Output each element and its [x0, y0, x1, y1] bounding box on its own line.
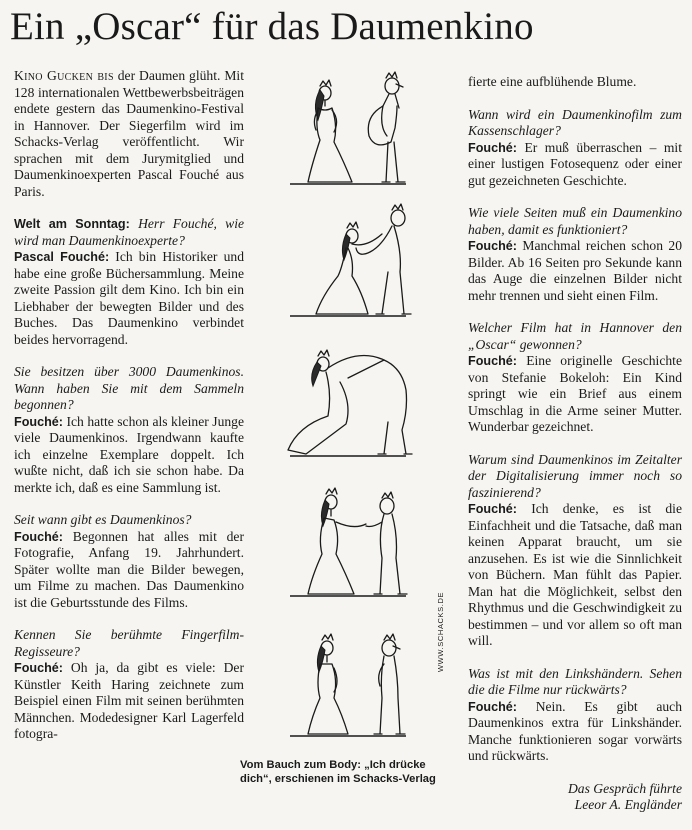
qa-block [14, 627, 244, 743]
intro-paragraph [14, 68, 244, 200]
answerer-label: Fouché: [14, 661, 63, 675]
answer: Eine originelle Geschichte von Stefanie Bokeloh: Ein Kind springt wie ein Brief aus einem Umschlag in die Arme seiner Mutter. Wunderbar gezeichnet. [468, 353, 682, 434]
answerer-label: Fouché: [468, 502, 517, 516]
question: Wie viele Seiten muß ein Daumenkino haben, damit es funktioniert? [468, 205, 682, 237]
answer: Ich denke, es ist die Einfachheit und die Tatsache, daß man keinen Apparat braucht, um sie anzusehen. Es ist wie die Sinnlichkeit von Büchern. Man fühlt das Papier. Man hat die Möglichkeit, selbst den Rhythmus und die Geschwindigkeit zu bestimmen – und vor allem so oft man will. [468, 501, 682, 648]
answer: Manchmal reichen schon 20 Bilder. Ab 16 Seiten pro Sekunde kann das Auge die einzelnen Bilder nicht mehr trennen und sieht einen Film. [468, 238, 682, 303]
qa-block [14, 216, 244, 348]
illustration-frame-1 [256, 66, 452, 192]
continuation-text: fierte eine aufblühende Blume. [468, 74, 637, 89]
qa-block [468, 320, 682, 436]
qa-block [468, 666, 682, 765]
answer: Oh ja, da gibt es viele: Der Künstler Keith Haring zeichnete zum Beispiel einen Film mit seinen berühmten Männchen. Modedesigner Karl Lagerfeld fotogra- [14, 660, 244, 741]
question: Wann wird ein Daumenkinofilm zum Kassenschlager? [468, 106, 682, 138]
signoff-line: Das Gespräch führte [567, 780, 682, 796]
left-column [14, 68, 244, 759]
qa-block [468, 452, 682, 650]
answerer-label: Fouché: [468, 140, 517, 155]
asker-label: Welt am Sonntag: [14, 217, 130, 231]
answerer-label: Pascal Fouché: [14, 250, 110, 264]
flipbook-illustration [256, 66, 452, 756]
answerer-label: Fouché: [468, 354, 517, 368]
intro-lead: Kino Gucken bis [14, 68, 114, 83]
answerer-label: Fouché: [468, 699, 517, 714]
illustration-frame-2 [256, 198, 452, 324]
illustration-frame-4 [256, 478, 452, 604]
signoff-author: Leeor A. Engländer [574, 797, 682, 812]
question: Seit wann gibt es Daumenkinos? [14, 512, 192, 527]
answer: Er muß überraschen – mit einer lustigen Fotosequenz oder einer gut gezeichneten Geschichte. [468, 139, 682, 188]
image-credit: WWW.SCHACKS.DE [436, 591, 445, 672]
intro-text: der Daumen glüht. Mit 128 internationalen Wettbewerbsbeiträgen endete gestern das Daumenkino-Festival in Hannover. Der Siegerfilm wird im Schacks-Verlag veröffentlicht. Wir sprachen mit dem Jurymitglied und Daumenkinoexperten Pascal Fouché aus Paris. [14, 68, 244, 199]
illustration-frame-5 [256, 618, 452, 744]
question: Sie besitzen über 3000 Daumenkinos. Wann haben Sie mit dem Sammeln begonnen? [14, 364, 244, 412]
answer: Ich hatte schon als kleiner Junge viele Daumenkinos. Irgendwann kaufte ich einzelne Exemplare doppelt. Ich wußte nicht, daß ich sie schon habe. Da merkte ich, daß es eine Sammlung ist. [14, 413, 244, 495]
qa-block [468, 107, 682, 190]
answer: Ich bin Historiker und habe eine große Büchersammlung. Meine zweite Passion gilt dem Kino. Ich bin ein Liebhaber der bewegten Bilder und des Buches. Das Daumenkino verbindet beides hervorragend. [14, 249, 244, 347]
signoff [468, 781, 682, 814]
illustration-caption: Vom Bauch zum Body: „Ich drücke dich“, erschienen im Schacks-Verlag [240, 759, 436, 785]
qa-block [14, 512, 244, 611]
question: Welcher Film hat in Hannover den „Oscar“ gewonnen? [468, 320, 682, 352]
question: Kennen Sie berühmte Fingerfilm-Regisseure? [14, 627, 244, 659]
question: Was ist mit den Linkshändern. Sehen die die Filme nur rückwärts? [468, 665, 682, 697]
qa-block [468, 205, 682, 304]
question: Warum sind Daumenkinos im Zeitalter der Digitalisierung immer noch so faszinierend? [468, 451, 682, 500]
answer: Nein. Es gibt auch Daumenkinos extra für Linkshänder. Manche funktionieren sogar vorwärts und rückwärts. [468, 698, 682, 763]
answerer-label: Fouché: [14, 414, 63, 429]
qa-block [14, 364, 244, 496]
illustration-frame-3 [256, 338, 452, 464]
headline: Ein „Oscar“ für das Daumenkino [10, 5, 534, 48]
answer: Begonnen hat alles mit der Fotografie, Anfang 19. Jahrhundert. Später wollte man die Bilder bewegen, um Filme zu machen. Das Daumenkino ist die Geburtsstunde des Films. [14, 528, 244, 610]
answerer-label: Fouché: [14, 529, 63, 544]
answerer-label: Fouché: [468, 239, 517, 253]
right-column [468, 74, 682, 830]
question: Herr Fouché, wie wird man Daumenkinoexperte? [14, 216, 245, 248]
